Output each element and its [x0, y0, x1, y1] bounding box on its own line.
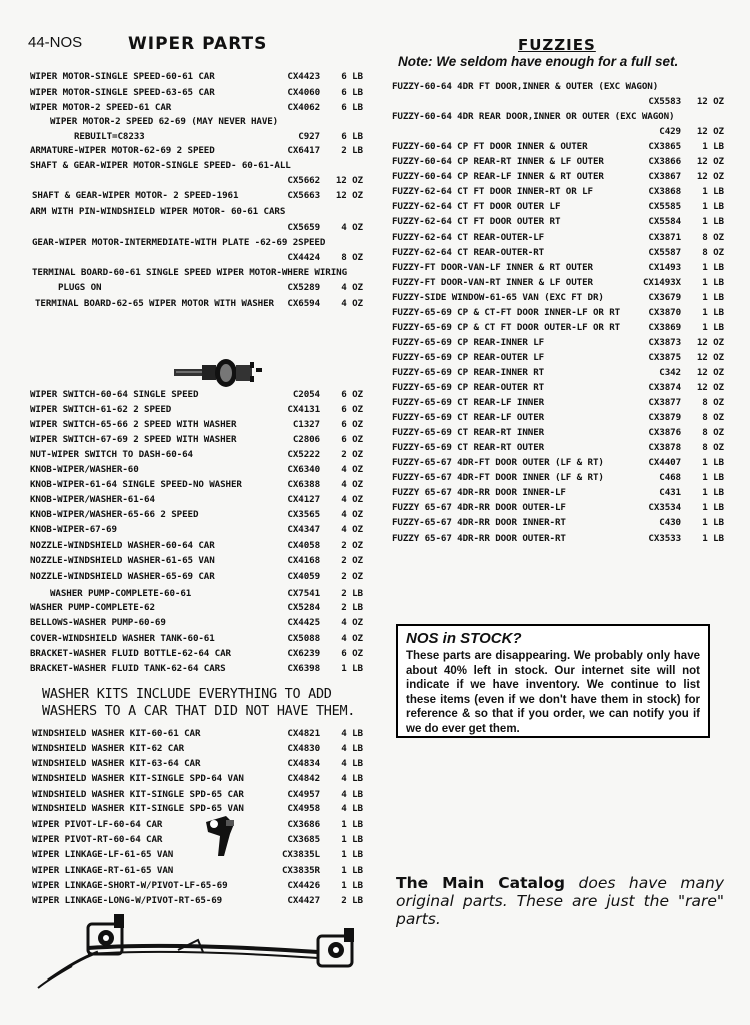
part-description: FUZZY-65-69 CP & CT-FT DOOR INNER-LF OR RT — [392, 306, 621, 318]
part-description: WINDSHIELD WASHER KIT-63-64 CAR — [32, 758, 201, 769]
part-weight: 4 LB — [341, 789, 363, 800]
part-number: CX4058 — [287, 540, 320, 551]
part-weight: 1 LB — [702, 261, 724, 273]
part-description: WIPER MOTOR-SINGLE SPEED-60-61 CAR — [30, 71, 215, 82]
part-weight: 1 LB — [702, 291, 724, 303]
part-description: WASHER PUMP-COMPLETE-60-61 — [50, 588, 192, 599]
part-number: CX4168 — [287, 555, 320, 566]
part-number: CX4958 — [287, 803, 320, 814]
part-weight: 2 LB — [341, 602, 363, 613]
part-description: FUZZY-SIDE WINDOW-61-65 VAN (EXC FT DR) — [392, 291, 604, 303]
part-number: CX3876 — [648, 427, 681, 439]
part-number: CX3533 — [648, 532, 681, 544]
part-number: CX7541 — [287, 588, 320, 599]
part-number: CX5583 — [648, 96, 681, 108]
part-number: CX3871 — [648, 231, 681, 243]
part-number: CX3866 — [648, 156, 681, 168]
part-description: FUZZY-65-69 CP & CT FT DOOR OUTER-LF OR RT — [392, 321, 621, 333]
part-weight: 2 LB — [341, 588, 363, 599]
part-description: WIPER PIVOT-LF-60-64 CAR — [32, 819, 163, 830]
part-description: FUZZY-62-64 CT REAR-OUTER-LF — [392, 231, 545, 243]
part-number: C431 — [659, 487, 681, 499]
main-catalog-note — [396, 874, 724, 928]
part-weight: 6 OZ — [341, 648, 363, 659]
part-number: C468 — [659, 472, 681, 484]
part-weight: 12 OZ — [696, 126, 724, 138]
part-description: WIPER LINKAGE-LONG-W/PIVOT-RT-65-69 — [32, 895, 223, 906]
part-number: CX4060 — [287, 87, 320, 98]
part-description: KNOB-WIPER/WASHER-61-64 — [30, 494, 155, 505]
part-description: WINDSHIELD WASHER KIT-62 CAR — [32, 743, 185, 754]
part-description: FUZZY-65-69 CP REAR-OUTER LF — [392, 351, 545, 363]
part-description: FUZZY-65-69 CP REAR-INNER LF — [392, 336, 545, 348]
part-number: CX3685 — [287, 834, 320, 845]
part-description: SHAFT & GEAR-WIPER MOTOR-SINGLE SPEED- 60-61-ALL — [30, 160, 291, 171]
washer-kit-note-line: WASHER KITS INCLUDE EVERYTHING TO ADD — [42, 686, 332, 702]
part-number: CX4426 — [287, 880, 320, 891]
part-weight: 4 OZ — [341, 633, 363, 644]
part-number: CX3873 — [648, 336, 681, 348]
part-description: WIPER SWITCH-65-66 2 SPEED WITH WASHER — [30, 419, 237, 430]
part-number: CX3867 — [648, 171, 681, 183]
washer-kit-note-line: WASHERS TO A CAR THAT DID NOT HAVE THEM. — [42, 703, 356, 719]
part-description: WINDSHIELD WASHER KIT-SINGLE SPD-64 VAN — [32, 773, 244, 784]
nos-box-body: These parts are disappearing. We probably only have about 40% left in stock. Our internet site will not indicate if we have inventory. We continue to list these items (even if we don't have them in stock) for reference & so that if you order, we can notify you if we do ever get them. — [406, 650, 700, 735]
part-number: CX1493X — [642, 276, 681, 288]
part-weight: 8 OZ — [702, 442, 724, 454]
part-description: REBUILT=C8233 — [74, 131, 145, 142]
part-weight: 1 LB — [341, 834, 363, 845]
part-weight: 6 LB — [341, 131, 363, 142]
part-description: GEAR-WIPER MOTOR-INTERMEDIATE-WITH PLATE -62-69 2SPEED — [32, 237, 326, 248]
part-description: COVER-WINDSHIELD WASHER TANK-60-61 — [30, 633, 215, 644]
part-description: PLUGS ON — [58, 282, 102, 293]
part-description: FUZZY-62-64 CT FT DOOR OUTER LF — [392, 201, 561, 213]
part-number: CX3679 — [648, 291, 681, 303]
part-weight: 6 OZ — [341, 434, 363, 445]
part-description: FUZZY-65-67 4DR-RR DOOR INNER-RT — [392, 517, 566, 529]
part-description: BELLOWS-WASHER PUMP-60-69 — [30, 617, 166, 628]
part-number: C927 — [298, 131, 320, 142]
part-number: C1327 — [292, 419, 320, 430]
part-weight: 4 LB — [341, 773, 363, 784]
part-weight: 1 LB — [702, 517, 724, 529]
part-number: CX5284 — [287, 602, 320, 613]
part-number: CX5584 — [648, 216, 681, 228]
part-weight: 1 LB — [341, 865, 363, 876]
part-number: CX3877 — [648, 397, 681, 409]
part-weight: 4 LB — [341, 743, 363, 754]
part-description: FUZZY-60-64 CP FT DOOR INNER & OUTER — [392, 141, 588, 153]
part-description: WIPER PIVOT-RT-60-64 CAR — [32, 834, 163, 845]
part-weight: 1 LB — [702, 306, 724, 318]
part-weight: 1 LB — [702, 472, 724, 484]
part-weight: 8 OZ — [702, 397, 724, 409]
part-number: CX4424 — [287, 252, 320, 263]
part-number: CX4407 — [648, 457, 681, 469]
part-weight: 2 OZ — [341, 555, 363, 566]
part-number: CX5587 — [648, 246, 681, 258]
part-description: WIPER LINKAGE-LF-61-65 VAN — [32, 849, 174, 860]
part-description: WINDSHIELD WASHER KIT-SINGLE SPD-65 CAR — [32, 789, 244, 800]
part-description: FUZZY-65-69 CT REAR-RT INNER — [392, 427, 545, 439]
part-weight: 12 OZ — [696, 156, 724, 168]
part-description: WIPER SWITCH-60-64 SINGLE SPEED — [30, 389, 199, 400]
part-weight: 1 LB — [702, 487, 724, 499]
part-description: ARMATURE-WIPER MOTOR-62-69 2 SPEED — [30, 145, 215, 156]
part-number: CX3534 — [648, 502, 681, 514]
part-weight: 1 LB — [702, 457, 724, 469]
part-description: FUZZY 65-67 4DR-RR DOOR INNER-LF — [392, 487, 566, 499]
part-number: CX5585 — [648, 201, 681, 213]
part-description: FUZZY-62-64 CT FT DOOR OUTER RT — [392, 216, 561, 228]
part-description: FUZZY-FT DOOR-VAN-LF INNER & RT OUTER — [392, 261, 593, 273]
part-number: CX4821 — [287, 728, 320, 739]
part-weight: 1 LB — [702, 216, 724, 228]
part-number: CX5663 — [287, 190, 320, 201]
part-number: CX4059 — [287, 571, 320, 582]
part-number: CX3870 — [648, 306, 681, 318]
part-number: CX3878 — [648, 442, 681, 454]
part-description: NOZZLE-WINDSHIELD WASHER-61-65 VAN — [30, 555, 215, 566]
part-number: CX3879 — [648, 412, 681, 424]
part-weight: 12 OZ — [696, 336, 724, 348]
part-description: FUZZY-60-64 CP REAR-RT INNER & LF OUTER — [392, 156, 604, 168]
part-description: FUZZY-65-69 CP REAR-OUTER RT — [392, 382, 545, 393]
part-description: WINDSHIELD WASHER KIT-SINGLE SPD-65 VAN — [32, 803, 244, 814]
part-weight: 6 LB — [341, 71, 363, 82]
part-description: FUZZY 65-67 4DR-RR DOOR OUTER-RT — [392, 532, 566, 544]
part-description: FUZZY 65-67 4DR-RR DOOR OUTER-LF — [392, 502, 566, 514]
part-number: C342 — [659, 366, 681, 378]
part-number: CX6388 — [287, 479, 320, 490]
part-weight: 1 LB — [341, 663, 363, 674]
part-weight: 4 OZ — [341, 282, 363, 293]
main-catalog-bold: The Main Catalog — [396, 874, 566, 892]
part-description: FUZZY-65-67 4DR-FT DOOR OUTER (LF & RT) — [392, 457, 604, 469]
part-description: WIPER SWITCH-67-69 2 SPEED WITH WASHER — [30, 434, 237, 445]
part-description: TERMINAL BOARD-60-61 SINGLE SPEED WIPER MOTOR-WHERE WIRING — [32, 267, 348, 278]
part-description: KNOB-WIPER-67-69 — [30, 524, 117, 535]
part-number: CX5222 — [287, 449, 320, 460]
part-number: CX4842 — [287, 773, 320, 784]
nos-box-title: NOS in STOCK? — [406, 630, 522, 647]
part-weight: 2 OZ — [341, 571, 363, 582]
part-number: CX3686 — [287, 819, 320, 830]
part-weight: 2 OZ — [341, 540, 363, 551]
part-description: KNOB-WIPER/WASHER-65-66 2 SPEED — [30, 509, 199, 520]
part-weight: 2 OZ — [341, 449, 363, 460]
part-description: FUZZY-65-69 CT REAR-LF INNER — [392, 397, 545, 409]
part-weight: 12 OZ — [696, 171, 724, 183]
part-weight: 8 OZ — [702, 412, 724, 424]
part-weight: 12 OZ — [696, 96, 724, 108]
part-number: CX3868 — [648, 186, 681, 198]
part-description: FUZZY-65-69 CP REAR-INNER RT — [392, 366, 545, 378]
nos-in-stock-box — [396, 624, 710, 738]
part-description: WIPER LINKAGE-SHORT-W/PIVOT-LF-65-69 — [32, 880, 228, 891]
part-number: CX4131 — [287, 404, 320, 415]
part-weight: 6 OZ — [341, 389, 363, 400]
part-number: CX5659 — [287, 222, 320, 233]
part-weight: 6 OZ — [341, 419, 363, 430]
part-description: TERMINAL BOARD-62-65 WIPER MOTOR WITH WASHER — [35, 298, 274, 309]
part-description: WIPER MOTOR-SINGLE SPEED-63-65 CAR — [30, 87, 215, 98]
page-number: 44-NOS — [28, 34, 83, 51]
part-number: CX1493 — [648, 261, 681, 273]
part-number: CX5289 — [287, 282, 320, 293]
part-description: NOZZLE-WINDSHIELD WASHER-65-69 CAR — [30, 571, 215, 582]
wiper-parts-title: WIPER PARTS — [128, 34, 268, 54]
part-weight: 12 OZ — [696, 382, 724, 393]
part-weight: 6 OZ — [341, 404, 363, 415]
part-number: C429 — [659, 126, 681, 138]
part-number: C2054 — [292, 389, 320, 400]
part-number: CX4062 — [287, 102, 320, 113]
part-weight: 6 LB — [341, 102, 363, 113]
wiper-pivot-icon — [200, 812, 240, 858]
part-weight: 1 LB — [341, 819, 363, 830]
part-weight: 12 OZ — [335, 190, 363, 201]
part-description: WINDSHIELD WASHER KIT-60-61 CAR — [32, 728, 201, 739]
part-weight: 4 LB — [341, 728, 363, 739]
part-description: FUZZY-62-64 CT FT DOOR INNER-RT OR LF — [392, 186, 593, 198]
part-description: WIPER LINKAGE-RT-61-65 VAN — [32, 865, 174, 876]
part-description: FUZZY-60-64 4DR REAR DOOR,INNER OR OUTER (EXC WAGON) — [392, 111, 675, 123]
part-description: FUZZY-65-69 CT REAR-RT OUTER — [392, 442, 545, 454]
part-description: KNOB-WIPER-61-64 SINGLE SPEED-NO WASHER — [30, 479, 242, 490]
part-weight: 4 OZ — [341, 464, 363, 475]
part-number: CX4957 — [287, 789, 320, 800]
part-number: CX4425 — [287, 617, 320, 628]
part-weight: 1 LB — [702, 321, 724, 333]
part-description: WASHER PUMP-COMPLETE-62 — [30, 602, 155, 613]
main-catalog-rest: does have many original parts. These are just the "rare" parts. — [396, 874, 725, 928]
part-weight: 1 LB — [702, 186, 724, 198]
part-number: CX4347 — [287, 524, 320, 535]
part-weight: 1 LB — [702, 502, 724, 514]
fuzzies-title: FUZZIES — [518, 36, 596, 54]
part-weight: 4 OZ — [341, 298, 363, 309]
part-description: FUZZY-60-64 CP REAR-LF INNER & RT OUTER — [392, 171, 604, 183]
part-description: SHAFT & GEAR-WIPER MOTOR- 2 SPEED-1961 — [32, 190, 239, 201]
part-description: WIPER SWITCH-61-62 2 SPEED — [30, 404, 172, 415]
part-number: C2806 — [292, 434, 320, 445]
part-weight: 1 LB — [702, 141, 724, 153]
part-number: CX3835R — [281, 865, 320, 876]
washer-kit-note — [42, 686, 355, 720]
part-number: CX6239 — [287, 648, 320, 659]
part-number: CX6417 — [287, 145, 320, 156]
part-weight: 12 OZ — [696, 351, 724, 363]
part-weight: 1 LB — [341, 880, 363, 891]
part-weight: 8 OZ — [341, 252, 363, 263]
part-number: CX4423 — [287, 71, 320, 82]
part-number: CX6398 — [287, 663, 320, 674]
part-description: NOZZLE-WINDSHIELD WASHER-60-64 CAR — [30, 540, 215, 551]
part-number: CX3874 — [648, 382, 681, 393]
part-description: FUZZY-60-64 4DR FT DOOR,INNER & OUTER (EXC WAGON) — [392, 81, 659, 92]
part-description: BRACKET-WASHER FLUID BOTTLE-62-64 CAR — [30, 648, 231, 659]
part-number: CX3835L — [281, 849, 320, 860]
part-weight: 12 OZ — [335, 175, 363, 186]
part-number: CX6594 — [287, 298, 320, 309]
fuzzies-note: Note: We seldom have enough for a full set. — [398, 54, 679, 69]
part-weight: 8 OZ — [702, 246, 724, 258]
part-number: CX5662 — [287, 175, 320, 186]
part-weight: 4 OZ — [341, 509, 363, 520]
part-weight: 1 LB — [702, 276, 724, 288]
part-weight: 6 LB — [341, 87, 363, 98]
part-weight: 4 LB — [341, 803, 363, 814]
part-number: CX4127 — [287, 494, 320, 505]
part-description: FUZZY-65-67 4DR-FT DOOR INNER (LF & RT) — [392, 472, 604, 484]
part-number: CX3565 — [287, 509, 320, 520]
part-number: CX4830 — [287, 743, 320, 754]
part-weight: 8 OZ — [702, 427, 724, 439]
part-weight: 4 OZ — [341, 617, 363, 628]
part-description: WIPER MOTOR-2 SPEED-61 CAR — [30, 102, 172, 113]
part-description: WIPER MOTOR-2 SPEED 62-69 (MAY NEVER HAVE) — [50, 116, 279, 127]
part-weight: 1 LB — [702, 201, 724, 213]
part-weight: 1 LB — [341, 849, 363, 860]
part-number: CX3869 — [648, 321, 681, 333]
part-number: CX5088 — [287, 633, 320, 644]
part-description: FUZZY-65-69 CT REAR-LF OUTER — [392, 412, 545, 424]
part-number: CX6340 — [287, 464, 320, 475]
part-description: BRACKET-WASHER FLUID TANK-62-64 CARS — [30, 663, 226, 674]
part-weight: 1 LB — [702, 532, 724, 544]
part-weight: 8 OZ — [702, 231, 724, 243]
part-weight: 2 LB — [341, 895, 363, 906]
part-weight: 4 OZ — [341, 222, 363, 233]
part-number: CX4834 — [287, 758, 320, 769]
part-description: ARM WITH PIN-WINDSHIELD WIPER MOTOR- 60-61 CARS — [30, 206, 286, 217]
part-weight: 4 OZ — [341, 524, 363, 535]
part-description: NUT-WIPER SWITCH TO DASH-60-64 — [30, 449, 193, 460]
part-weight: 4 OZ — [341, 479, 363, 490]
part-number: C430 — [659, 517, 681, 529]
part-number: CX3875 — [648, 351, 681, 363]
part-number: CX3865 — [648, 141, 681, 153]
part-weight: 2 LB — [341, 145, 363, 156]
part-weight: 4 OZ — [341, 494, 363, 505]
wiper-linkage-icon — [28, 910, 368, 994]
part-weight: 4 LB — [341, 758, 363, 769]
part-weight: 12 OZ — [696, 366, 724, 378]
part-number: CX4427 — [287, 895, 320, 906]
part-description: FUZZY-62-64 CT REAR-OUTER-RT — [392, 246, 545, 258]
part-description: FUZZY-FT DOOR-VAN-RT INNER & LF OUTER — [392, 276, 593, 288]
part-description: KNOB-WIPER/WASHER-60 — [30, 464, 139, 475]
wiper-switch-icon — [172, 356, 264, 390]
